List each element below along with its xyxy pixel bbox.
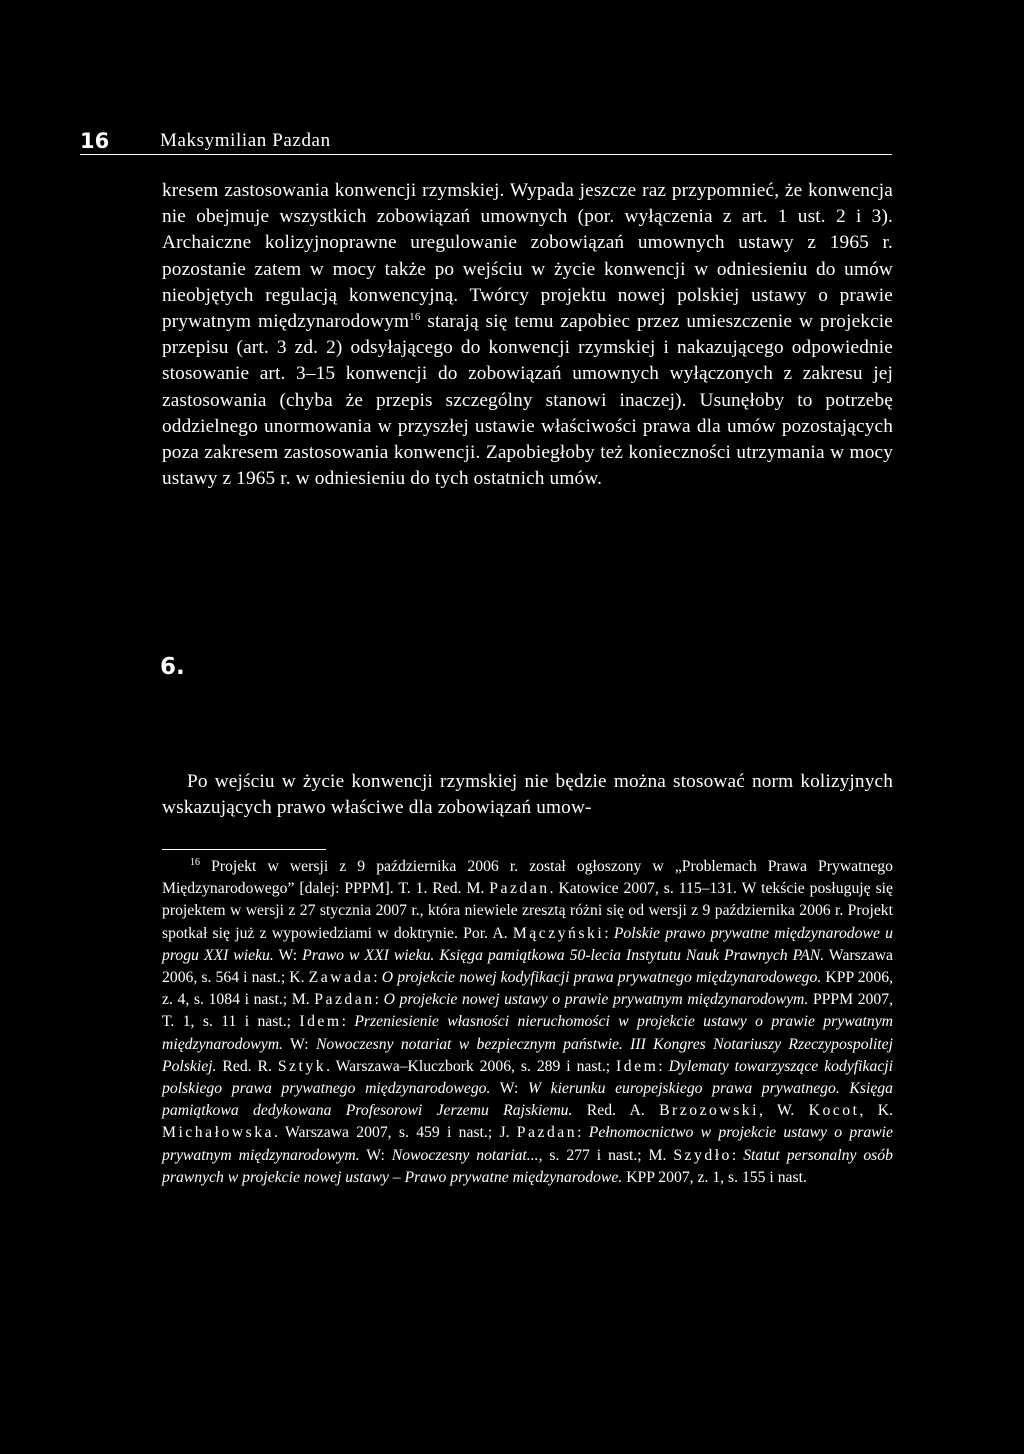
body-text-part-1: kresem zastosowania konwencji rzymskiej. Wypada jeszcze raz przypomnieć, że konwencja nie obejmuje wszystkich zobowiązań umownych (por. wyłączenia z art. 1 ust. 2 i 3). Archaiczne kolizyjnoprawne uregulowanie zobowiązań umownych ustawy z 1965 r. pozostanie zatem w mocy także po wejściu w życie konwencji w odniesieniu do umów nieobjętych regulacją konwencyjną. Twórcy projektu nowej polskiej ustawy o prawie prywatnym międzynarodowym bbox=[162, 180, 893, 333]
footnote-text: . Katowice 2007, s. 115–131. W tekście posługuję się projektem w wersji z 27 stycznia 2007 r., która niewiele zresztą różni się od wersji z 9 października 2006 r. Projekt spotkał się już z wypowiedziami w doktrynie. Por. A. bbox=[162, 880, 893, 942]
work-title: Polskie prawo prywatne międzynarodowe u progu XXI wieku. bbox=[162, 924, 894, 964]
author-name: Idem bbox=[616, 1057, 659, 1075]
footnote-text: PPPM 2007, T. 1, s. 11 i nast.; bbox=[162, 991, 894, 1031]
footnote-text: : bbox=[374, 991, 384, 1009]
author-name: Michałowska bbox=[162, 1124, 275, 1142]
footnote-text: W: bbox=[359, 1146, 392, 1164]
footnote-text: W: bbox=[490, 1080, 528, 1098]
footnote-text: Red. R. bbox=[216, 1057, 278, 1075]
author-name: Kocot bbox=[808, 1102, 860, 1120]
footnote-rule bbox=[162, 849, 326, 850]
section-paragraph: Po wejściu w życie konwencji rzymskiej nie będzie można stosować norm kolizyjnych wskazujących prawo właściwe dla zobowiązań umow- bbox=[162, 771, 893, 819]
author-name: Brzozowski bbox=[659, 1102, 759, 1120]
work-title: W kierunku europejskiego prawa prywatnego. Księga pamiątkowa dedykowana Profesorowi Jerzemu Rajskiemu. bbox=[162, 1080, 893, 1120]
running-head-author: Maksymilian Pazdan bbox=[160, 130, 331, 151]
footnote-text: , K. bbox=[859, 1102, 893, 1120]
author-name: Szydło bbox=[673, 1146, 732, 1164]
section-number: 6. bbox=[160, 654, 185, 680]
footnote-text: . Warszawa 2007, s. 459 i nast.; J. bbox=[274, 1124, 517, 1142]
body-paragraph bbox=[162, 178, 893, 492]
footnote-text: : bbox=[341, 1013, 355, 1031]
footnote-text: KPP 2006, z. 4, s. 1084 i nast.; M. bbox=[162, 969, 893, 1009]
page-number: 16 bbox=[80, 129, 110, 153]
author-name: Mączyński bbox=[512, 924, 605, 942]
footnote bbox=[162, 856, 893, 1189]
work-title: Statut personalny osób prawnych w projekcie nowej ustawy – Prawo prywatne międzynarodowe. bbox=[162, 1146, 893, 1186]
work-title: Nowoczesny notariat w bezpiecznym państwie. III Kongres Notariuszy Rzeczypospolitej Polskiej. bbox=[162, 1035, 893, 1075]
footnote-text: W: bbox=[273, 946, 303, 964]
footnote-text: , s. 277 i nast.; M. bbox=[538, 1146, 674, 1164]
body-text-part-2: starają się temu zapobiec przez umieszczenie w projekcie przepisu (art. 3 zd. 2) odsyłającego do konwencji rzymskiej i nakazującego odpowiednie stosowanie art. 3–15 konwencji do zobowiązań umownych wyłączonych z zakresu jej zastosowania (chyba że przepis szczególny stanowi inaczej). Usunęłoby to potrzebę oddzielnego unormowania w przyszłej ustawie właściwości prawa dla umów pozostających poza zakresem zastosowania konwencji. Zapobiegłoby też konieczności utrzymania w mocy ustawy z 1965 r. w odniesieniu do tych ostatnich umów. bbox=[162, 311, 893, 490]
author-name: Zawada bbox=[308, 969, 374, 987]
author-name: Pazdan bbox=[516, 1124, 578, 1142]
footnote-text: W: bbox=[282, 1035, 316, 1053]
footnote-text: KPP 2007, z. 1, s. 155 i nast. bbox=[622, 1168, 807, 1186]
running-header bbox=[80, 128, 892, 154]
work-title: Pełnomocnictwo w projekcie ustawy o prawie prywatnym międzynarodowym. bbox=[162, 1124, 893, 1164]
author-name: Pazdan bbox=[489, 880, 550, 898]
footnote-reference[interactable]: 16 bbox=[409, 311, 421, 324]
footnote-text: : bbox=[658, 1057, 669, 1075]
work-title: Dylematy towarzyszące kodyfikacji polskiego prawa prywatnego międzynarodowego. bbox=[162, 1057, 894, 1098]
footnote-text: Warszawa 2006, s. 564 i nast.; K. bbox=[162, 946, 893, 987]
work-title: O projekcie nowej ustawy o prawie prywatnym międzynarodowym. bbox=[383, 991, 809, 1009]
work-title: Przeniesienie własności nieruchomości w projekcie ustawy o prawie prywatnym międzynarodowym. bbox=[162, 1013, 893, 1053]
author-name: Idem bbox=[299, 1013, 342, 1031]
work-title: Prawo w XXI wieku. Księga pamiątkowa 50-lecia Instytutu Nauk Prawnych PAN. bbox=[302, 946, 825, 964]
footnote-marker: 16 bbox=[190, 857, 200, 868]
footnote-text: . Warszawa–Kluczbork 2006, s. 289 i nast.; bbox=[326, 1057, 617, 1075]
work-title: O projekcie nowej kodyfikacji prawa prywatnego międzynarodowego. bbox=[381, 969, 822, 987]
footnote-text: Red. A. bbox=[572, 1102, 660, 1120]
author-name: Sztyk bbox=[277, 1057, 327, 1075]
footnote-text: : bbox=[577, 1124, 589, 1142]
footnote-text: : bbox=[604, 924, 614, 942]
work-title: Nowoczesny notariat... bbox=[391, 1146, 539, 1164]
header-rule bbox=[80, 154, 892, 155]
footnote-text: Projekt w wersji z 9 października 2006 r. został ogłoszony w „Problemach Prawa Prywatnego Międzynarodowego” [dalej: PPPM]. T. 1. Red. M. bbox=[162, 858, 893, 898]
footnote-text: , W. bbox=[759, 1102, 809, 1120]
footnote-text: : bbox=[373, 969, 382, 987]
footnote-text: : bbox=[731, 1146, 744, 1164]
author-name: Pazdan bbox=[314, 991, 375, 1009]
